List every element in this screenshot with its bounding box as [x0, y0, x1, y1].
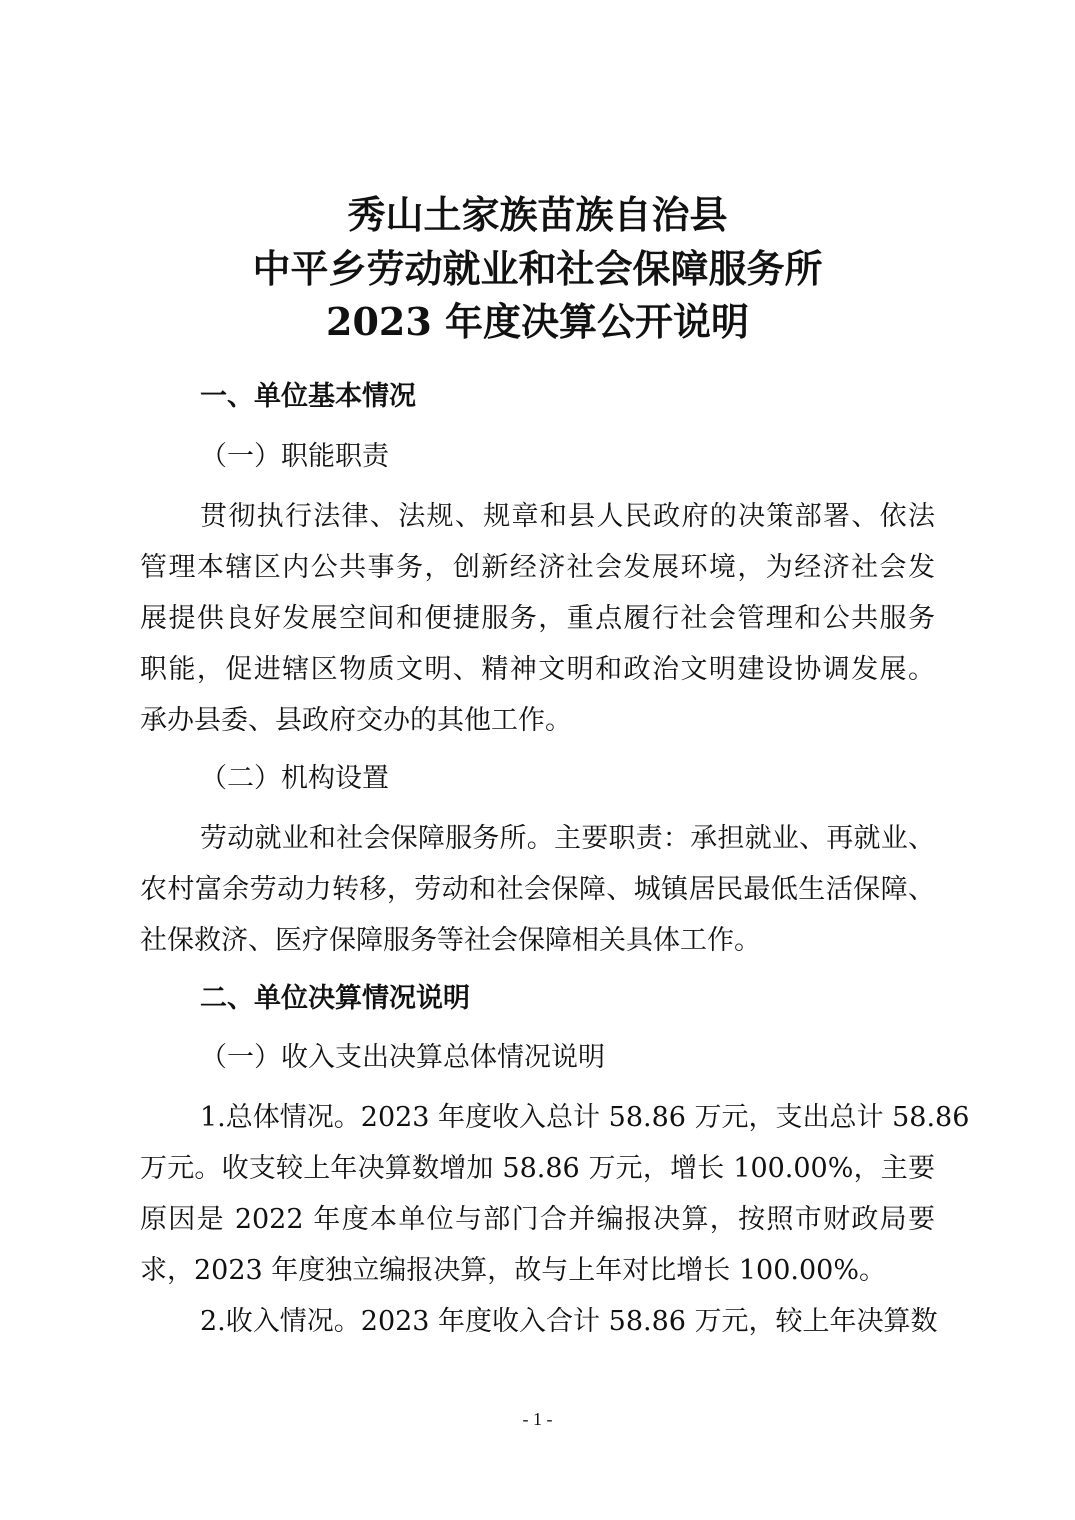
- title-line-1: 秀山土家族苗族自治县: [347, 192, 728, 237]
- title-line-2: 中平乡劳动就业和社会保障服务所: [252, 246, 823, 291]
- paragraph-line: 管理本辖区内公共事务，创新经济社会发展环境，为经济社会发: [140, 552, 935, 583]
- page-number: - 1 -: [522, 1409, 553, 1429]
- subsection-heading-1-1: （一）职能职责: [200, 441, 389, 472]
- section-heading-2: 二、单位决算情况说明: [200, 983, 470, 1014]
- paragraph-line: 承办县委、县政府交办的其他工作。: [140, 705, 572, 736]
- subsection-heading-2-1: （一）收入支出决算总体情况说明: [200, 1042, 605, 1073]
- paragraph-line: 原因是 2022 年度本单位与部门合并编报决算，按照市财政局要: [140, 1204, 935, 1235]
- paragraph-line: 社保救济、医疗保障服务等社会保障相关具体工作。: [140, 925, 761, 956]
- paragraph-line: 农村富余劳动力转移，劳动和社会保障、城镇居民最低生活保障、: [140, 874, 935, 905]
- paragraph-line: 求，2023 年度独立编报决算，故与上年对比增长 100.00%。: [140, 1255, 887, 1286]
- paragraph-line: 展提供良好发展空间和便捷服务，重点履行社会管理和公共服务: [140, 603, 935, 634]
- subsection-heading-1-2: （二）机构设置: [200, 763, 389, 794]
- paragraph-line: 2.收入情况。2023 年度收入合计 58.86 万元，较上年决算数: [200, 1306, 938, 1337]
- paragraph-line: 万元。收支较上年决算数增加 58.86 万元，增长 100.00%，主要: [140, 1153, 935, 1184]
- paragraph-line: 贯彻执行法律、法规、规章和县人民政府的决策部署、依法: [200, 501, 935, 532]
- section-heading-1: 一、单位基本情况: [200, 381, 416, 412]
- paragraph-line: 1.总体情况。2023 年度收入总计 58.86 万元，支出总计 58.86: [200, 1102, 970, 1133]
- title-line-3: 2023 年度决算公开说明: [326, 299, 749, 344]
- paragraph-line: 职能，促进辖区物质文明、精神文明和政治文明建设协调发展。: [140, 654, 935, 685]
- paragraph-line: 劳动就业和社会保障服务所。主要职责：承担就业、再就业、: [200, 823, 935, 854]
